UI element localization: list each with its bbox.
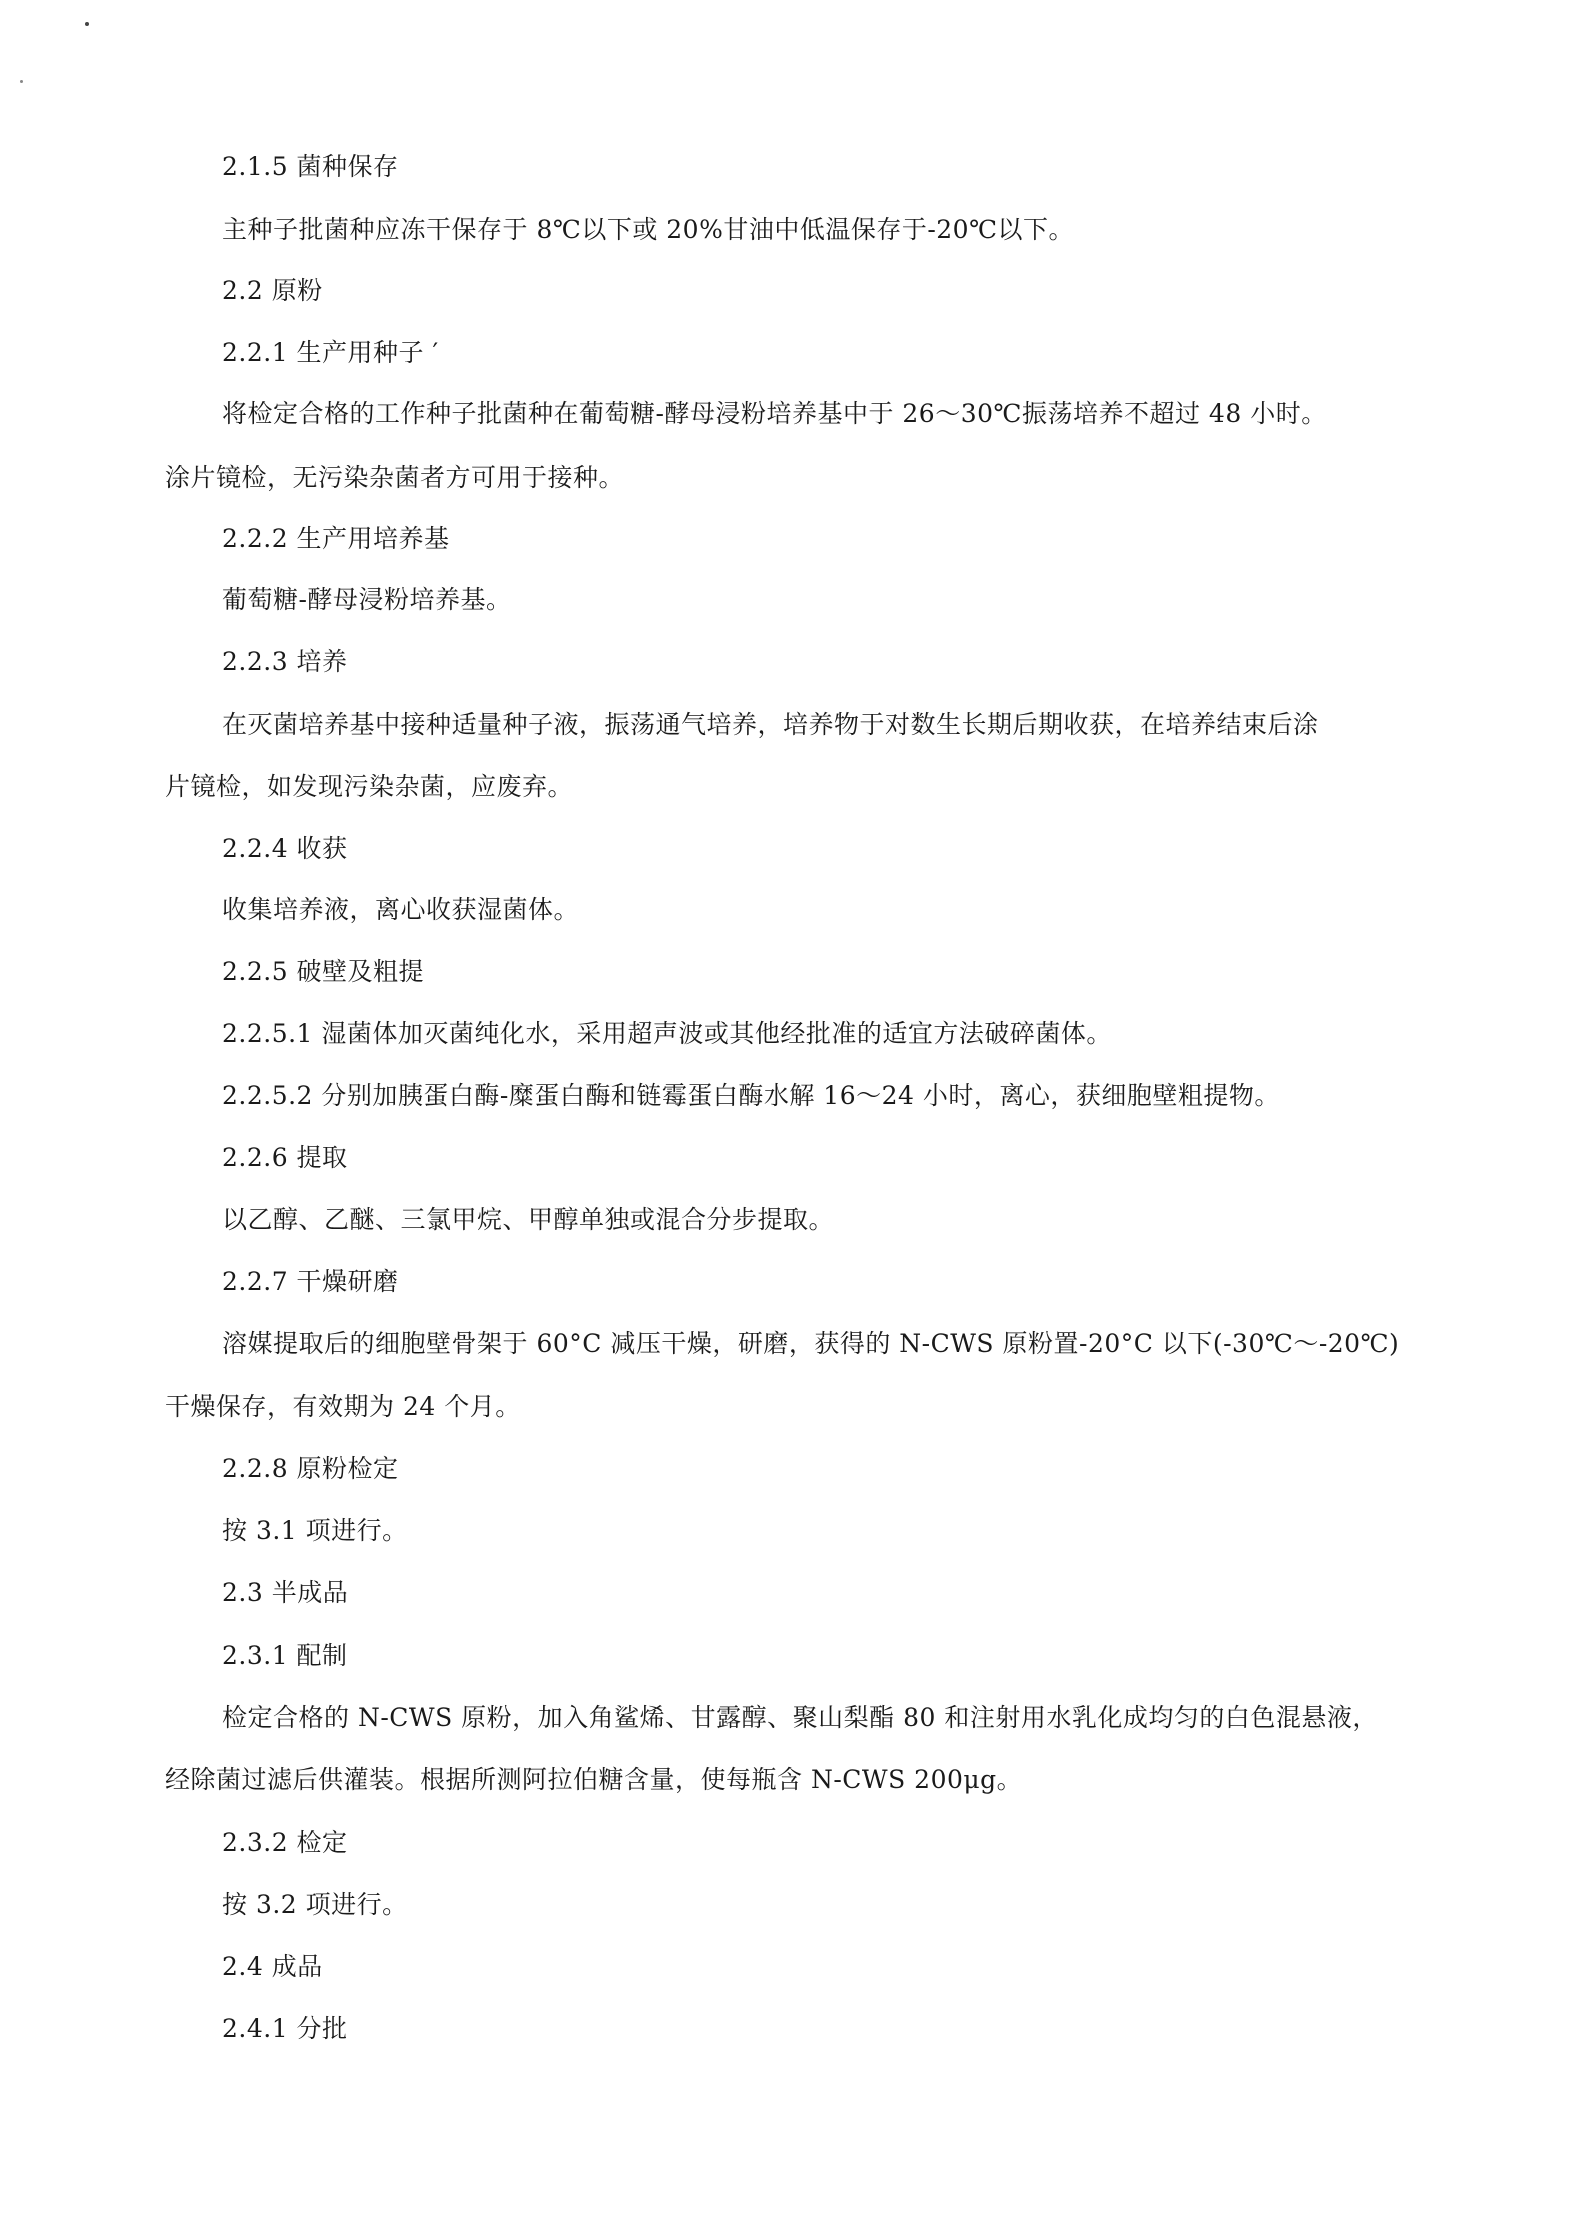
paragraph-line: 收集培养液，离心收获湿菌体。 [222,895,580,924]
section-heading: 2.2.3 培养 [222,647,348,676]
section-heading: 2.1.5 菌种保存 [222,152,399,181]
paragraph-line: 检定合格的 N-CWS 原粉，加入角鲨烯、甘露醇、聚山梨酯 80 和注射用水乳化成均匀的白色混悬液， [222,1703,1378,1732]
section-heading: 2.2.2 生产用培养基 [222,524,450,553]
paragraph-line: 按 3.1 项进行。 [222,1516,408,1545]
section-heading: 2.2.1 生产用种子 ′ [222,338,439,367]
paragraph-line: 2.2.5.1 湿菌体加灭菌纯化水，采用超声波或其他经批准的适宜方法破碎菌体。 [222,1019,1112,1048]
paragraph-line: 按 3.2 项进行。 [222,1890,408,1919]
paragraph-line: 将检定合格的工作种子批菌种在葡萄糖-酵母浸粉培养基中于 26～30℃振荡培养不超过 48 小时。 [222,399,1327,428]
paragraph-line: 主种子批菌种应冻干保存于 8℃以下或 20%甘油中低温保存于-20℃以下。 [222,215,1075,244]
section-heading: 2.3 半成品 [222,1578,349,1607]
section-heading: 2.2.8 原粉检定 [222,1454,399,1483]
scan-speck [85,22,89,26]
section-heading: 2.2.6 提取 [222,1143,348,1172]
paragraph-line: 片镜检，如发现污染杂菌，应废弃。 [165,772,574,801]
section-heading: 2.2 原粉 [222,276,323,305]
scan-speck [20,80,23,83]
section-heading: 2.2.7 干燥研磨 [222,1267,399,1296]
section-heading: 2.3.1 配制 [222,1641,348,1670]
paragraph-line: 在灭菌培养基中接种适量种子液，振荡通气培养，培养物于对数生长期后期收获，在培养结束后涂 [222,710,1319,739]
paragraph-line: 经除菌过滤后供灌装。根据所测阿拉伯糖含量，使每瓶含 N-CWS 200μg。 [165,1765,1023,1794]
paragraph-line: 干燥保存，有效期为 24 个月。 [165,1392,521,1421]
paragraph-line: 以乙醇、乙醚、三氯甲烷、甲醇单独或混合分步提取。 [222,1205,835,1234]
section-heading: 2.4 成品 [222,1952,323,1981]
paragraph-line: 涂片镜检，无污染杂菌者方可用于接种。 [165,463,625,492]
section-heading: 2.4.1 分批 [222,2014,348,2043]
section-heading: 2.3.2 检定 [222,1828,348,1857]
section-heading: 2.2.5 破壁及粗提 [222,957,425,986]
paragraph-line: 溶媒提取后的细胞壁骨架于 60°C 减压干燥，研磨，获得的 N-CWS 原粉置-20°C 以下(-30℃～-20℃) [222,1329,1400,1358]
section-heading: 2.2.4 收获 [222,834,348,863]
paragraph-line: 葡萄糖-酵母浸粉培养基。 [222,585,512,614]
paragraph-line: 2.2.5.2 分别加胰蛋白酶-糜蛋白酶和链霉蛋白酶水解 16～24 小时，离心，获细胞壁粗提物。 [222,1081,1280,1110]
